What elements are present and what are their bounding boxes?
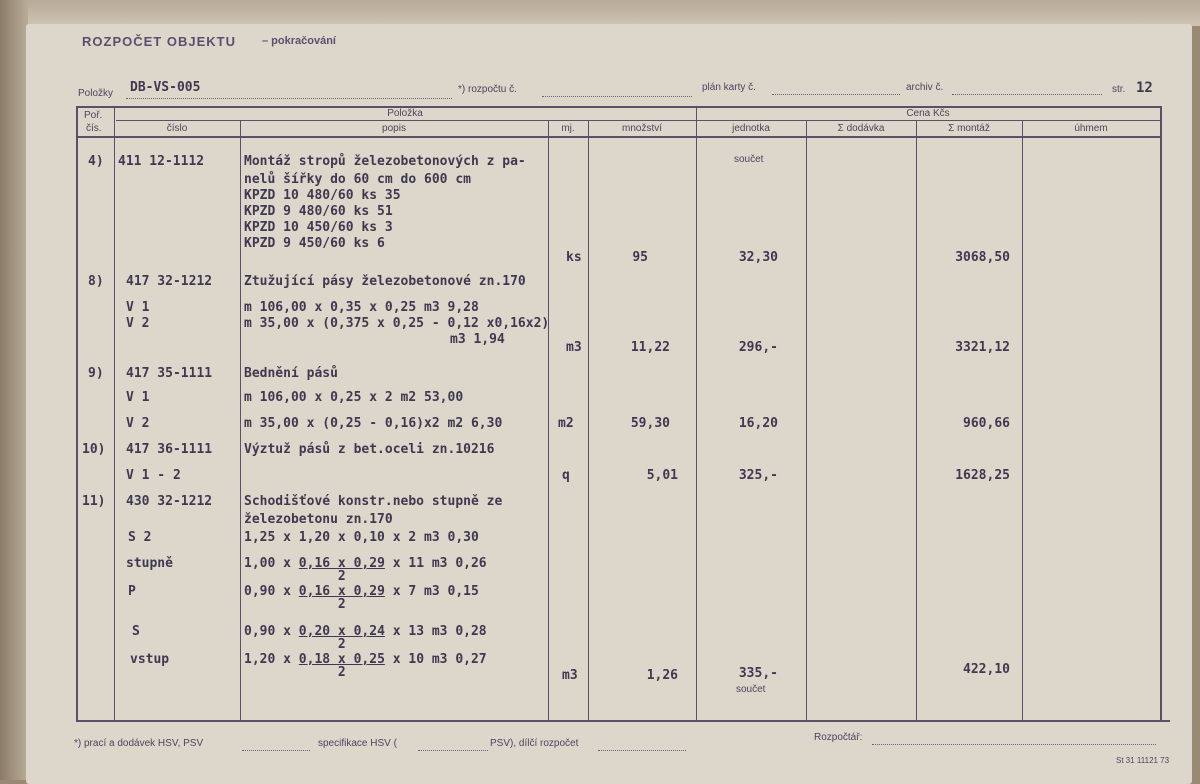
col-head-mj: mj.	[561, 123, 575, 134]
item-11-montaz: 422,10	[963, 662, 1010, 677]
footer-psv-line	[598, 750, 686, 751]
col-border-montaz	[1022, 120, 1023, 720]
col-head-polozka: Položka	[387, 108, 423, 119]
item-8-v1: m 106,00 x 0,35 x 0,25 m3 9,28	[244, 300, 479, 315]
rozpoctu-line	[542, 96, 692, 97]
table-bottom-border	[76, 720, 1170, 722]
item-11-s2: 1,25 x 1,20 x 0,10 x 2 m3 0,30	[244, 530, 479, 545]
item-8-v2b: m3 1,94	[450, 332, 505, 347]
plan-label: plán karty č.	[702, 82, 756, 93]
item-11-mnozstvi: 1,26	[646, 668, 678, 683]
col-head-popis: popis	[382, 123, 406, 134]
footer-spec: specifikace HSV (	[318, 738, 397, 749]
col-border-popis	[548, 120, 549, 720]
col-border-left	[76, 106, 78, 720]
col-border-jednotka	[806, 120, 807, 720]
item-4-row-1: KPZD 10 480/60 ks 35	[244, 188, 401, 203]
footer-rozpoctar: Rozpočtář:	[814, 732, 863, 743]
item-10-montaz: 1628,25	[955, 468, 1010, 483]
item-9-mnozstvi: 59,30	[630, 416, 670, 431]
item-9-jednotka: 16,20	[738, 416, 778, 431]
footer-psv: PSV), dílčí rozpočet	[490, 738, 579, 749]
item-9-v2: m 35,00 x (0,25 - 0,16)x2 m2 6,30	[244, 416, 503, 431]
item-9-montaz: 960,66	[963, 416, 1010, 431]
budget-form-sheet	[26, 24, 1192, 784]
item-9-v2-label: V 2	[126, 416, 150, 431]
item-11-por: 11)	[82, 494, 106, 509]
str-label: str.	[1112, 84, 1126, 95]
item-10-mnozstvi: 5,01	[646, 468, 678, 483]
item-11-mj: m3	[562, 668, 578, 683]
item-11-stupne-label: stupně	[126, 556, 173, 571]
item-4-row-3: KPZD 10 450/60 ks 3	[244, 220, 393, 235]
footer-note-line	[242, 750, 310, 751]
col-border-por	[114, 106, 115, 720]
item-11-s2-label: S 2	[128, 530, 152, 545]
col-head-por: Poř.	[84, 110, 103, 121]
item-9-cislo: 417 35-1111	[126, 366, 213, 381]
form-subtitle: – pokračování	[262, 35, 336, 47]
item-8-v2: m 35,00 x (0,375 x 0,25 - 0,12 x0,16x2)	[244, 316, 550, 331]
item-9-por: 9)	[88, 366, 104, 381]
polozky-line	[126, 98, 452, 99]
item-4-popis-2: nelů šířky do 60 cm do 600 cm	[244, 172, 471, 187]
header-divider	[116, 120, 1160, 121]
item-4-cislo: 411 12-1112	[118, 154, 205, 169]
footer-note: *) prací a dodávek HSV, PSV	[74, 738, 204, 749]
item-8-jednotka: 296,-	[738, 340, 778, 355]
item-11-cislo: 430 32-1212	[126, 494, 213, 509]
item-4-popis-1: Montáž stropů železobetonových z pa-	[244, 154, 526, 169]
item-9-v1-label: V 1	[126, 390, 150, 405]
polozky-value: DB-VS-005	[130, 80, 201, 95]
item-9-mj: m2	[558, 416, 574, 431]
item-4-row-2: KPZD 9 480/60 ks 51	[244, 204, 393, 219]
rozpoctu-label: *) rozpočtu č.	[458, 84, 517, 95]
item-8-por: 8)	[88, 274, 104, 289]
item-4-soucet: součet	[734, 154, 764, 165]
col-head-cena: Cena Kčs	[906, 108, 950, 119]
plan-line	[772, 94, 900, 95]
col-border-cislo	[240, 120, 241, 720]
item-10-por: 10)	[82, 442, 106, 457]
col-head-cislo: číslo	[166, 123, 188, 134]
page-number: 12	[1136, 80, 1153, 96]
item-11-vstup-label: vstup	[130, 652, 170, 667]
item-10-jednotka: 325,-	[738, 468, 778, 483]
col-head-mnozstvi: množství	[621, 123, 662, 134]
item-11-stupne-expr: 1,00 x $\frac{0,16 x 0,29}{2}$ x 11 m3 0,26	[244, 556, 487, 584]
item-8-cislo: 417 32-1212	[126, 274, 213, 289]
footer-spec-line	[418, 750, 488, 751]
item-8-popis: Ztužující pásy železobetonové zn.170	[244, 274, 526, 289]
item-4-mj: ks	[566, 250, 582, 265]
item-11-p-label: P	[128, 584, 136, 599]
background-left	[0, 0, 28, 780]
footer-rozpoctar-line	[872, 744, 1156, 745]
item-4-row-4: KPZD 9 450/60 ks 6	[244, 236, 385, 251]
item-11-vstup-expr: 1,20 x $\frac{0,18 x 0,25}{2}$ x 10 m3 0,27	[244, 652, 487, 680]
item-10-v-label: V 1 - 2	[126, 468, 181, 483]
item-11-popis-2: železobetonu zn.170	[244, 512, 393, 527]
item-9-v1: m 106,00 x 0,25 x 2 m2 53,00	[244, 390, 464, 405]
col-head-uhmem: úhmem	[1074, 123, 1108, 134]
archiv-line	[952, 94, 1102, 95]
form-code: St 31 11121 73	[1116, 756, 1170, 765]
col-border-right	[1160, 106, 1162, 720]
polozky-label: Položky	[78, 88, 114, 99]
col-head-cis: čís.	[86, 123, 102, 134]
item-11-popis-1: Schodišťové konstr.nebo stupně ze	[244, 494, 503, 509]
item-10-popis: Výztuž pásů z bet.oceli zn.10216	[244, 442, 495, 457]
item-4-montaz: 3068,50	[955, 250, 1010, 265]
item-4-mnozstvi: 95	[632, 250, 648, 265]
col-border-mnozstvi	[696, 106, 697, 720]
col-head-dodavka: Σ dodávka	[837, 123, 885, 134]
col-head-jednotka: jednotka	[732, 123, 770, 134]
background-top	[0, 0, 1200, 26]
item-11-jednotka: 335,-	[738, 666, 778, 681]
form-title: ROZPOČET OBJEKTU	[82, 34, 236, 49]
header-bottom-border	[76, 136, 1160, 138]
item-8-v1-label: V 1	[126, 300, 150, 315]
item-8-v2-label: V 2	[126, 316, 150, 331]
item-8-mj: m3	[566, 340, 582, 355]
archiv-label: archiv č.	[906, 82, 944, 93]
item-10-mj: q	[562, 468, 570, 483]
item-11-s-expr: 0,90 x $\frac{0,20 x 0,24}{2}$ x 13 m3 0,28	[244, 624, 487, 652]
item-8-mnozstvi: 11,22	[630, 340, 670, 355]
item-4-por: 4)	[88, 154, 104, 169]
item-11-p-expr: 0,90 x $\frac{0,16 x 0,29}{2}$ x 7 m3 0,15	[244, 584, 479, 612]
col-head-montaz: Σ montáž	[948, 123, 990, 134]
item-9-popis: Bednění pásů	[244, 366, 338, 381]
item-10-cislo: 417 36-1111	[126, 442, 213, 457]
item-11-soucet: součet	[736, 684, 766, 695]
item-4-jednotka: 32,30	[738, 250, 778, 265]
item-11-s-label: S	[132, 624, 140, 639]
item-8-montaz: 3321,12	[955, 340, 1010, 355]
